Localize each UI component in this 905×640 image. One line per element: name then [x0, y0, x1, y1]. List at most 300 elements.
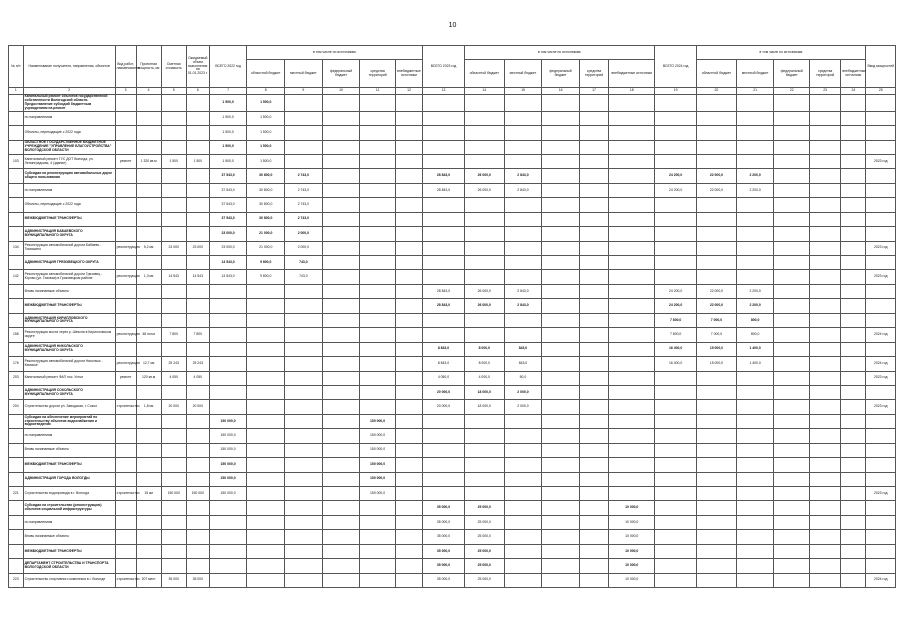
table-cell	[774, 328, 810, 342]
table-cell	[609, 183, 655, 197]
table-cell	[186, 169, 209, 183]
table-cell	[322, 111, 360, 125]
table-row	[9, 342, 896, 356]
table-cell	[115, 227, 136, 241]
table-cell: реконструкция	[115, 328, 136, 342]
header-cell: федеральный бюджет	[542, 60, 580, 88]
table-cell	[322, 270, 360, 284]
table-cell	[542, 140, 580, 154]
table-cell	[395, 573, 422, 587]
table-cell: 25 243	[161, 357, 186, 371]
table-cell	[360, 140, 396, 154]
table-row	[9, 328, 896, 342]
table-cell	[774, 299, 810, 313]
table-cell	[464, 270, 504, 284]
table-cell	[395, 357, 422, 371]
table-cell	[136, 385, 161, 399]
table-cell: 24 200,0	[655, 284, 697, 298]
table-cell	[609, 400, 655, 414]
table-cell	[322, 227, 360, 241]
table-cell: 221	[9, 487, 24, 501]
table-header	[9, 46, 896, 95]
table-cell: 10 000,0	[609, 559, 655, 573]
table-cell	[186, 443, 209, 457]
table-cell: 103	[9, 154, 24, 168]
table-cell: 50,0	[504, 371, 542, 385]
table-cell	[161, 429, 186, 443]
table-cell	[542, 414, 580, 428]
table-cell: 800,0	[736, 328, 774, 342]
table-cell: 2023 год	[866, 270, 896, 284]
table-cell: 150 000,0	[360, 429, 396, 443]
table-cell	[774, 385, 810, 399]
table-cell: 2 743,0	[285, 212, 323, 226]
table-cell	[504, 227, 542, 241]
table-cell	[395, 414, 422, 428]
table-cell	[115, 284, 136, 298]
table-cell	[186, 544, 209, 558]
table-cell	[774, 414, 810, 428]
header-cell: средства территорий	[360, 60, 396, 88]
table-cell: 150 000	[161, 487, 186, 501]
table-cell	[609, 443, 655, 457]
table-cell	[285, 544, 323, 558]
table-cell: 1 500,0	[247, 126, 285, 140]
table-cell	[655, 227, 697, 241]
table-cell	[841, 487, 866, 501]
table-cell: 1 500,0	[247, 154, 285, 168]
table-cell	[774, 227, 810, 241]
table-cell: 48 пог.м	[136, 328, 161, 342]
table-cell	[866, 342, 896, 356]
table-cell	[322, 95, 360, 112]
table-cell: 1 500	[161, 154, 186, 168]
table-cell	[609, 342, 655, 356]
table-cell	[866, 212, 896, 226]
table-row	[9, 385, 896, 399]
table-cell	[809, 414, 840, 428]
table-cell	[322, 487, 360, 501]
table-cell	[841, 400, 866, 414]
table-cell	[697, 385, 737, 399]
table-cell	[161, 284, 186, 298]
header-cell: Ожидаемый объем выполнения на 01.01.2023 г.	[186, 46, 209, 88]
table-cell	[809, 212, 840, 226]
table-cell	[697, 140, 737, 154]
table-cell	[209, 501, 247, 515]
table-cell	[9, 342, 24, 356]
table-cell	[395, 342, 422, 356]
table-cell: 150 000,0	[209, 487, 247, 501]
table-cell	[285, 458, 323, 472]
table-cell	[247, 487, 285, 501]
table-cell: 10 000,0	[609, 544, 655, 558]
table-row	[9, 371, 896, 385]
table-cell	[209, 385, 247, 399]
table-cell	[579, 328, 608, 342]
table-cell	[464, 313, 504, 327]
table-cell	[136, 559, 161, 573]
table-cell	[542, 241, 580, 255]
table-cell	[697, 443, 737, 457]
table-cell	[542, 544, 580, 558]
table-row	[9, 472, 896, 486]
table-cell	[774, 183, 810, 197]
table-cell	[774, 342, 810, 356]
table-cell	[841, 328, 866, 342]
table-row	[9, 169, 896, 183]
table-cell	[423, 154, 465, 168]
table-cell: 35 000,0	[423, 515, 465, 529]
table-cell	[360, 270, 396, 284]
column-number-cell: 10	[322, 88, 360, 95]
table-cell: 150 000,0	[209, 429, 247, 443]
table-cell: 35 000,0	[423, 573, 465, 587]
table-cell	[161, 458, 186, 472]
table-cell	[395, 183, 422, 197]
table-cell	[136, 530, 161, 544]
table-cell	[809, 241, 840, 255]
table-cell	[736, 400, 774, 414]
table-cell	[360, 183, 396, 197]
table-cell	[136, 299, 161, 313]
column-numbers-row	[9, 88, 896, 95]
table-cell	[736, 429, 774, 443]
table-cell	[504, 140, 542, 154]
table-cell	[464, 95, 504, 112]
table-cell	[774, 559, 810, 573]
table-cell	[136, 169, 161, 183]
column-number-cell: 13	[423, 88, 465, 95]
table-cell	[464, 328, 504, 342]
table-cell	[186, 212, 209, 226]
table-cell: 8 843,0	[423, 357, 465, 371]
table-cell	[774, 429, 810, 443]
table-cell	[774, 140, 810, 154]
table-cell	[423, 472, 465, 486]
table-cell	[423, 414, 465, 428]
table-cell	[809, 183, 840, 197]
table-cell	[866, 501, 896, 515]
table-cell	[285, 429, 323, 443]
header-cell: ВСЕГО 2024 год	[655, 46, 697, 88]
table-cell: ОБЛАСТНОЕ ГОСУДАРСТВЕННОЕ БЮДЖЕТНОЕ УЧРЕЖДЕНИЕ "УПРАВЛЕНИЕ БЛАГОУСТРОЙСТВА" ВОЛОГОДСКОЙ ОБЛАСТИ	[23, 140, 115, 154]
table-cell: МЕЖБЮДЖЕТНЫЕ ТРАНСФЕРТЫ	[23, 212, 115, 226]
table-cell: 1 500	[186, 154, 209, 168]
table-cell	[9, 443, 24, 457]
table-cell	[186, 284, 209, 298]
table-cell	[9, 140, 24, 154]
table-cell	[655, 241, 697, 255]
table-cell	[360, 95, 396, 112]
table-cell	[186, 140, 209, 154]
table-cell	[697, 458, 737, 472]
table-cell	[161, 95, 186, 112]
header-cell: федеральный бюджет	[774, 60, 810, 88]
table-cell: 35 000,0	[423, 544, 465, 558]
table-cell	[697, 487, 737, 501]
table-cell	[866, 443, 896, 457]
table-cell	[247, 458, 285, 472]
table-cell: Реконструкция моста через р. Шексна в Кирилловском округе	[23, 328, 115, 342]
table-cell	[504, 212, 542, 226]
table-cell	[542, 400, 580, 414]
table-cell	[360, 400, 396, 414]
table-cell	[423, 227, 465, 241]
table-cell	[697, 515, 737, 529]
table-cell	[809, 111, 840, 125]
table-cell	[322, 299, 360, 313]
table-cell: 14 543,0	[209, 270, 247, 284]
table-cell	[504, 559, 542, 573]
table-cell	[9, 183, 24, 197]
table-cell	[774, 357, 810, 371]
table-cell	[697, 429, 737, 443]
table-cell: 23 000	[186, 241, 209, 255]
table-cell	[285, 414, 323, 428]
table-cell: Реконструкция автомобильной дороги Грязовец - Юрово (ул. Газовая) в Грязовецком районе	[23, 270, 115, 284]
table-cell	[115, 544, 136, 558]
table-cell	[115, 530, 136, 544]
header-cell: Сметная стоимость	[161, 46, 186, 88]
table-cell	[209, 284, 247, 298]
table-cell	[504, 313, 542, 327]
column-number-cell: 12	[395, 88, 422, 95]
table-cell	[395, 443, 422, 457]
table-cell	[9, 530, 24, 544]
table-cell	[542, 299, 580, 313]
table-cell	[115, 256, 136, 270]
table-cell	[360, 313, 396, 327]
table-cell	[322, 371, 360, 385]
table-cell	[136, 256, 161, 270]
table-cell	[395, 530, 422, 544]
table-cell	[542, 169, 580, 183]
table-cell: Реконструкция автомобильной дороги Бабаево - Тимошино	[23, 241, 115, 255]
table-cell	[697, 256, 737, 270]
table-cell	[360, 198, 396, 212]
table-cell: 2023 год	[866, 241, 896, 255]
table-row	[9, 284, 896, 298]
header-cell: Вид работ, наименование	[115, 46, 136, 88]
table-cell	[609, 472, 655, 486]
table-cell	[395, 328, 422, 342]
table-cell	[115, 515, 136, 529]
table-cell	[9, 544, 24, 558]
table-cell: 1 320 кв.м	[136, 154, 161, 168]
table-cell: 150 000,0	[360, 487, 396, 501]
table-cell	[504, 241, 542, 255]
table-cell: 28 843,0	[423, 169, 465, 183]
table-cell	[809, 342, 840, 356]
table-cell	[136, 111, 161, 125]
table-cell	[774, 212, 810, 226]
table-row	[9, 429, 896, 443]
table-cell: 7 800	[186, 328, 209, 342]
table-cell	[809, 140, 840, 154]
table-cell	[9, 501, 24, 515]
table-cell: 30 800,0	[247, 169, 285, 183]
table-cell	[736, 443, 774, 457]
table-cell: Объекты, переходящие с 2022 года	[23, 126, 115, 140]
table-cell	[579, 487, 608, 501]
table-cell	[579, 169, 608, 183]
table-cell	[247, 573, 285, 587]
table-cell	[464, 414, 504, 428]
table-cell	[736, 95, 774, 112]
table-cell	[504, 270, 542, 284]
table-cell: 22 000,0	[697, 183, 737, 197]
table-cell	[395, 313, 422, 327]
table-cell	[866, 414, 896, 428]
table-cell: Капитальный ремонт объектов государственной собственности Вологодской области. Предоставление субсидий бюджетным учреждениям на ремонт	[23, 95, 115, 112]
table-cell	[542, 429, 580, 443]
table-cell	[247, 515, 285, 529]
table-cell	[423, 95, 465, 112]
table-cell	[209, 357, 247, 371]
table-cell	[841, 154, 866, 168]
table-cell: Субсидии на обеспечение мероприятий по строительству объектов водоснабжения и водоотведения	[23, 414, 115, 428]
table-cell	[655, 270, 697, 284]
table-cell	[809, 501, 840, 515]
table-cell: 10 000,0	[609, 530, 655, 544]
table-cell: ремонт	[115, 371, 136, 385]
table-cell: 25 243	[186, 357, 209, 371]
table-cell	[136, 515, 161, 529]
table-cell	[209, 313, 247, 327]
table-cell: 20 000,0	[423, 400, 465, 414]
table-cell	[736, 544, 774, 558]
table-cell	[774, 284, 810, 298]
table-cell	[285, 111, 323, 125]
table-cell	[395, 270, 422, 284]
table-cell	[247, 400, 285, 414]
table-cell	[285, 140, 323, 154]
table-cell	[655, 111, 697, 125]
table-cell	[9, 299, 24, 313]
table-cell	[247, 385, 285, 399]
table-cell: 203	[9, 371, 24, 385]
table-cell: 150 000,0	[360, 414, 396, 428]
table-cell	[285, 126, 323, 140]
column-number-cell: 7	[209, 88, 247, 95]
table-row	[9, 299, 896, 313]
table-cell	[247, 357, 285, 371]
table-cell	[697, 472, 737, 486]
table-cell	[423, 429, 465, 443]
table-cell: 800,0	[736, 313, 774, 327]
table-cell	[866, 544, 896, 558]
table-cell	[655, 140, 697, 154]
table-cell	[360, 559, 396, 573]
table-cell	[866, 429, 896, 443]
table-cell: 30 800,0	[247, 212, 285, 226]
table-cell: 10 000,0	[609, 573, 655, 587]
table-cell: 37 543,0	[209, 183, 247, 197]
table-cell	[285, 472, 323, 486]
table-cell	[809, 126, 840, 140]
table-cell	[186, 299, 209, 313]
table-cell	[579, 241, 608, 255]
table-cell	[115, 111, 136, 125]
column-number-cell: 25	[866, 88, 896, 95]
table-cell	[579, 371, 608, 385]
table-cell	[161, 515, 186, 529]
table-cell	[360, 256, 396, 270]
table-cell: 25 000,0	[464, 573, 504, 587]
table-cell	[322, 400, 360, 414]
table-cell	[809, 573, 840, 587]
table-cell	[322, 414, 360, 428]
table-cell	[395, 256, 422, 270]
table-cell	[579, 198, 608, 212]
column-number-cell: 17	[579, 88, 608, 95]
table-cell	[161, 256, 186, 270]
table-cell	[809, 256, 840, 270]
table-row	[9, 458, 896, 472]
table-cell: 14 543	[186, 270, 209, 284]
table-cell	[360, 328, 396, 342]
table-cell	[115, 385, 136, 399]
table-cell	[542, 385, 580, 399]
table-cell	[774, 95, 810, 112]
table-cell	[542, 270, 580, 284]
table-cell	[579, 183, 608, 197]
table-cell: 30 800,0	[247, 183, 285, 197]
table-cell	[542, 227, 580, 241]
table-cell	[395, 95, 422, 112]
table-cell: 8 843,0	[423, 342, 465, 356]
table-cell	[115, 559, 136, 573]
table-cell	[736, 385, 774, 399]
table-cell	[736, 487, 774, 501]
table-row	[9, 95, 896, 112]
table-row	[9, 212, 896, 226]
table-cell	[322, 530, 360, 544]
table-cell	[136, 183, 161, 197]
table-cell	[9, 472, 24, 486]
table-cell: строительство	[115, 573, 136, 587]
column-number-cell: 3	[115, 88, 136, 95]
table-cell	[504, 573, 542, 587]
table-cell	[161, 169, 186, 183]
table-cell	[841, 270, 866, 284]
table-cell	[579, 385, 608, 399]
table-cell	[9, 256, 24, 270]
table-cell	[136, 126, 161, 140]
table-cell	[866, 126, 896, 140]
table-cell	[542, 501, 580, 515]
table-cell	[655, 414, 697, 428]
table-cell	[774, 270, 810, 284]
table-cell	[504, 429, 542, 443]
table-cell	[542, 212, 580, 226]
table-cell	[464, 241, 504, 255]
table-cell	[736, 414, 774, 428]
table-cell	[360, 154, 396, 168]
table-row	[9, 198, 896, 212]
table-cell	[322, 198, 360, 212]
table-cell	[609, 299, 655, 313]
table-cell	[285, 284, 323, 298]
table-cell	[579, 227, 608, 241]
table-cell	[609, 111, 655, 125]
table-cell	[395, 515, 422, 529]
table-cell: 7 800	[161, 328, 186, 342]
table-cell	[209, 400, 247, 414]
table-cell	[464, 256, 504, 270]
table-cell	[360, 501, 396, 515]
